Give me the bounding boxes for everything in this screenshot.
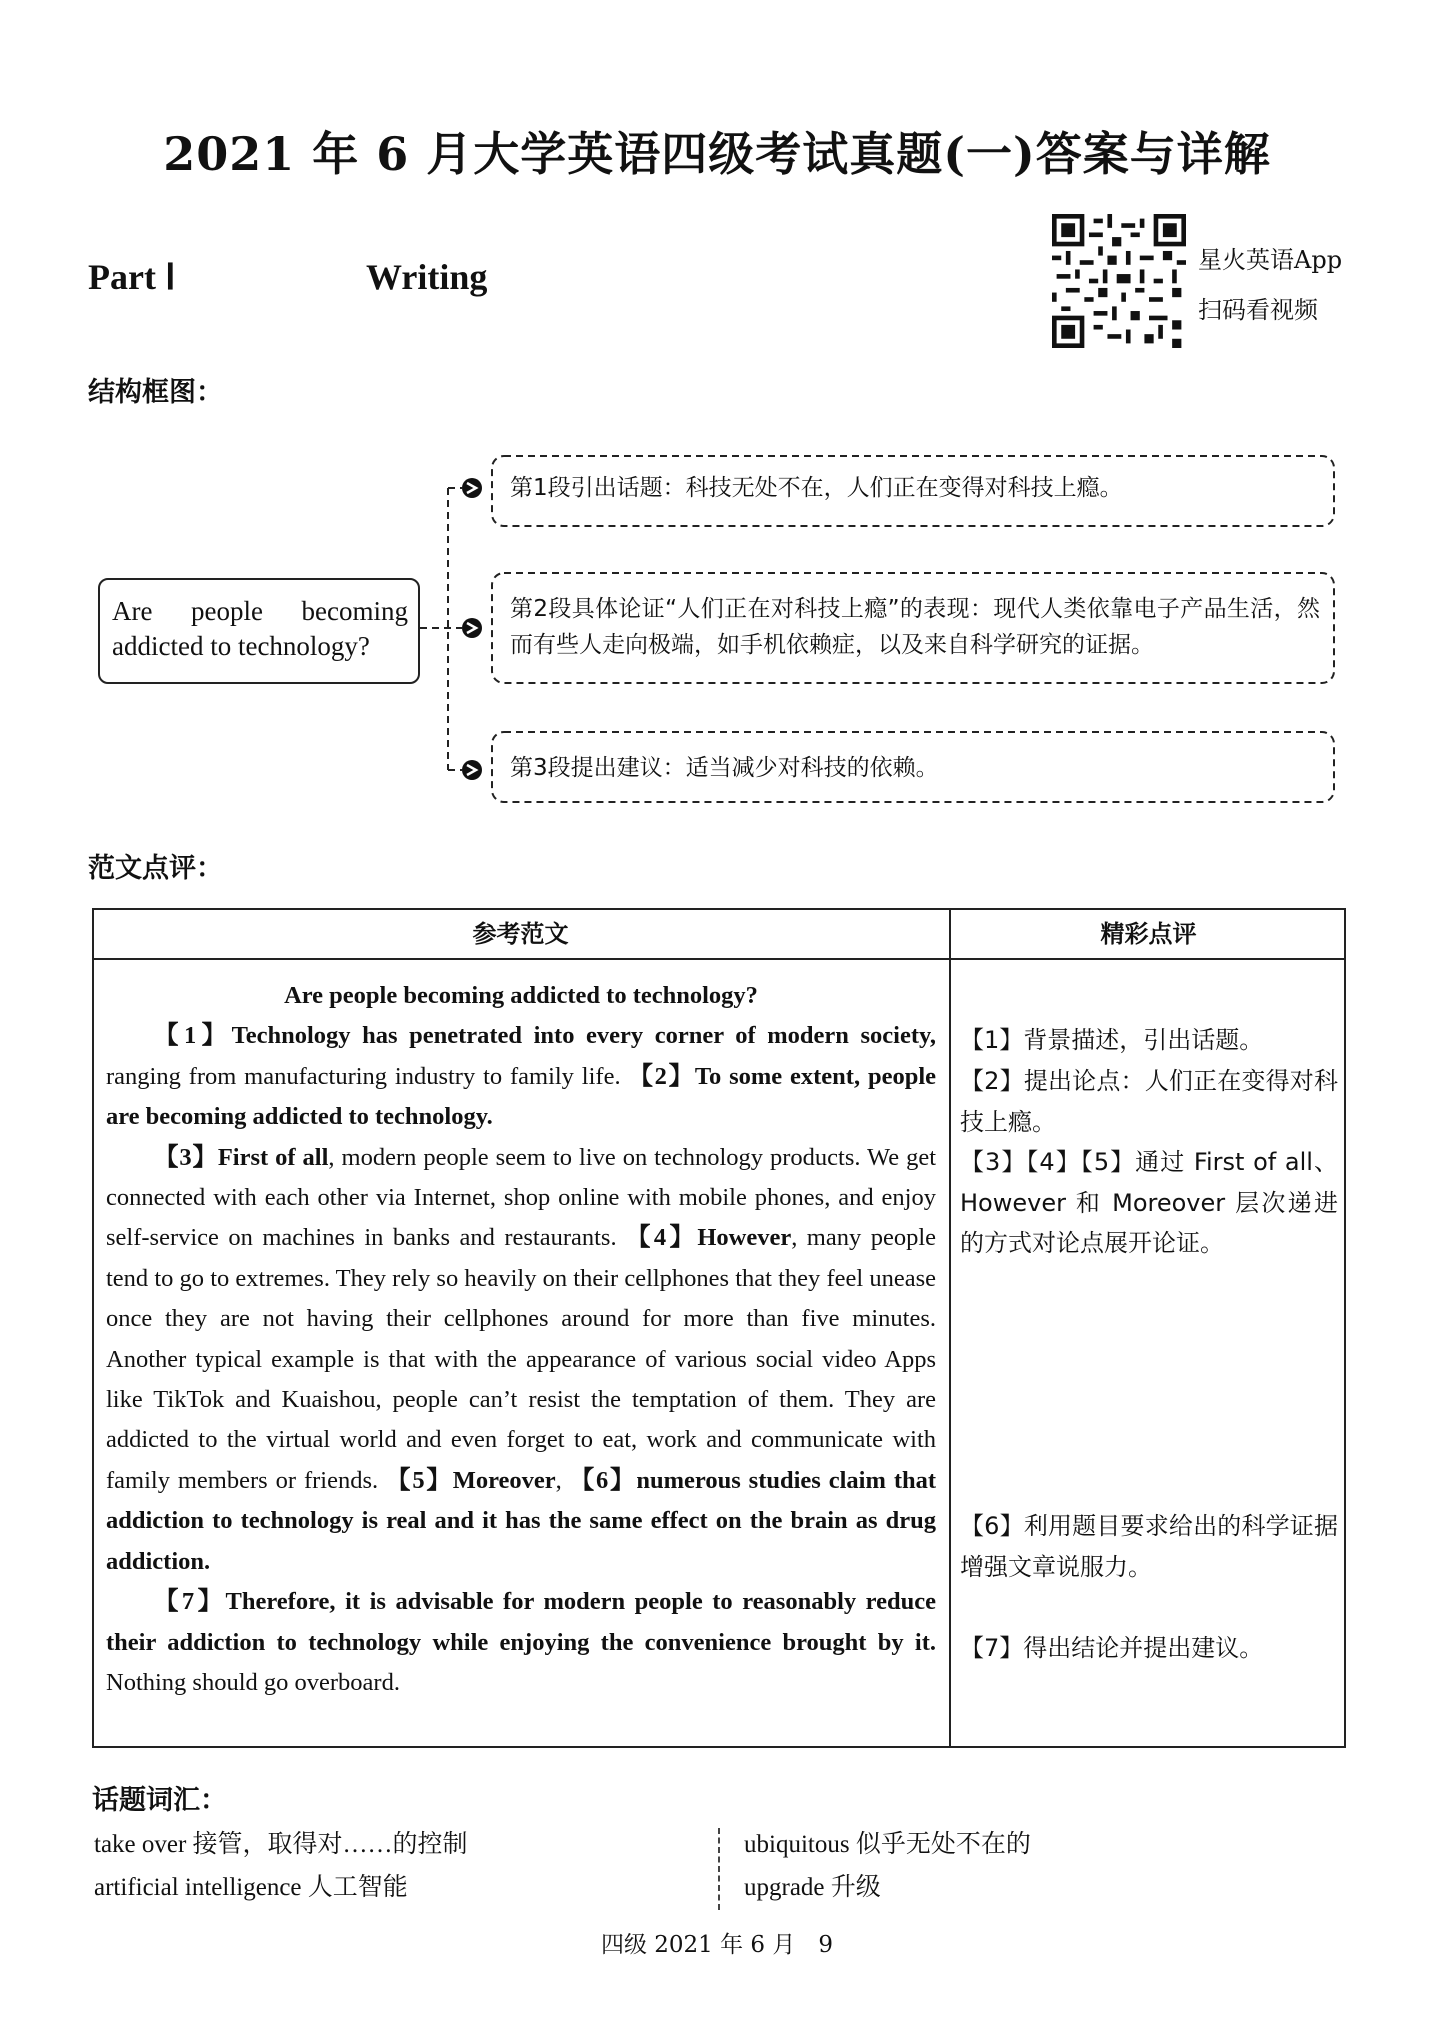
essay-paragraph-3: 【7】Therefore, it is advisable for modern people to reasonably reduce their addiction to technology while enjoying the convenience brought by it. Nothing should go overboard. xyxy=(106,1588,936,1696)
comment-2: 【2】提出论点：人们正在变得对科技上瘾。 xyxy=(960,1067,1338,1136)
vocab-heading: 话题词汇： xyxy=(92,1785,227,1816)
structure-heading: 结构框图： xyxy=(88,377,223,408)
vocab-item: artificial intelligence 人工智能 xyxy=(94,1874,408,1901)
vocab-item: ubiquitous 似乎无处不在的 xyxy=(744,1831,1031,1858)
vocab-item: upgrade 升级 xyxy=(744,1874,881,1901)
column-header-essay: 参考范文 xyxy=(472,920,569,948)
review-heading: 范文点评： xyxy=(88,853,223,884)
comment-6: 【6】利用题目要求给出的科学证据增强文章说服力。 xyxy=(960,1512,1338,1581)
comment-7: 【7】得出结论并提出建议。 xyxy=(960,1634,1264,1662)
qr-code-icon xyxy=(1052,214,1186,348)
branch-1-text: 第1段引出话题：科技无处不在，人们正在变得对科技上瘾。 xyxy=(510,475,1123,501)
comment-3: 【3】【4】【5】通过 First of all、However 和 Moreover 层次递进的方式对论点展开论证。 xyxy=(960,1148,1338,1257)
part-name: Writing xyxy=(366,257,488,297)
vocab-divider xyxy=(718,1828,720,1910)
vocab-item: take over 接管，取得对……的控制 xyxy=(94,1831,468,1858)
table-header-rule xyxy=(92,958,1346,960)
sample-essay xyxy=(106,976,936,1703)
essay-paragraph-2: 【3】First of all, modern people seem to live on technology products. We get connected with each other via Internet, shop online with mobile phones, and enjoy self-service on machines in banks and restaurants. 【4】However, many people tend to go to extremes. They rely so heavily on their cellphones that they feel unease once they are not having their cellphones around for more than five minutes. Another typical example is that with the appearance of various social video Apps like TikTok and Kuaishou, people can’t resist the temptation of them. They are addicted to the virtual world and even forget to eat, work and communicate with family members or friends. 【5】Moreover, 【6】numerous studies claim that addiction to technology is real and it has the same effect on the brain as drug addiction. xyxy=(106,1143,937,1575)
essay-title: Are people becoming addicted to technology? xyxy=(284,982,758,1009)
branch-3-text: 第3段提出建议：适当减少对科技的依赖。 xyxy=(510,755,939,781)
page-footer: 四级 2021 年 6 月 9 xyxy=(600,1932,834,1958)
arrow-icon xyxy=(462,760,482,780)
page-title: 2021 年 6 月大学英语四级考试真题(一)答案与详解 xyxy=(163,127,1271,181)
qr-caption-app: 星火英语App xyxy=(1198,246,1343,274)
essay-paragraph-1: 【1】Technology has penetrated into every corner of modern society, ranging from manufacturing industry to family life. 【2】To some extent, people are becoming addicted to technology. xyxy=(106,1022,937,1131)
topic-box: Are people becoming addicted to technology? xyxy=(98,578,420,684)
branch-2-text: 第2段具体论证“人们正在对科技上瘾”的表现：现代人类依靠电子产品生活，然而有些人走向极端，如手机依赖症，以及来自科学研究的证据。 xyxy=(510,596,1320,658)
part-label: Part Ⅰ xyxy=(88,257,176,297)
arrow-icon xyxy=(462,478,482,498)
column-header-comments: 精彩点评 xyxy=(1100,920,1197,948)
table-divider xyxy=(949,908,951,1748)
qr-caption-scan: 扫码看视频 xyxy=(1198,296,1318,324)
arrow-icon xyxy=(462,618,482,638)
comment-1: 【1】背景描述，引出话题。 xyxy=(960,1026,1264,1054)
